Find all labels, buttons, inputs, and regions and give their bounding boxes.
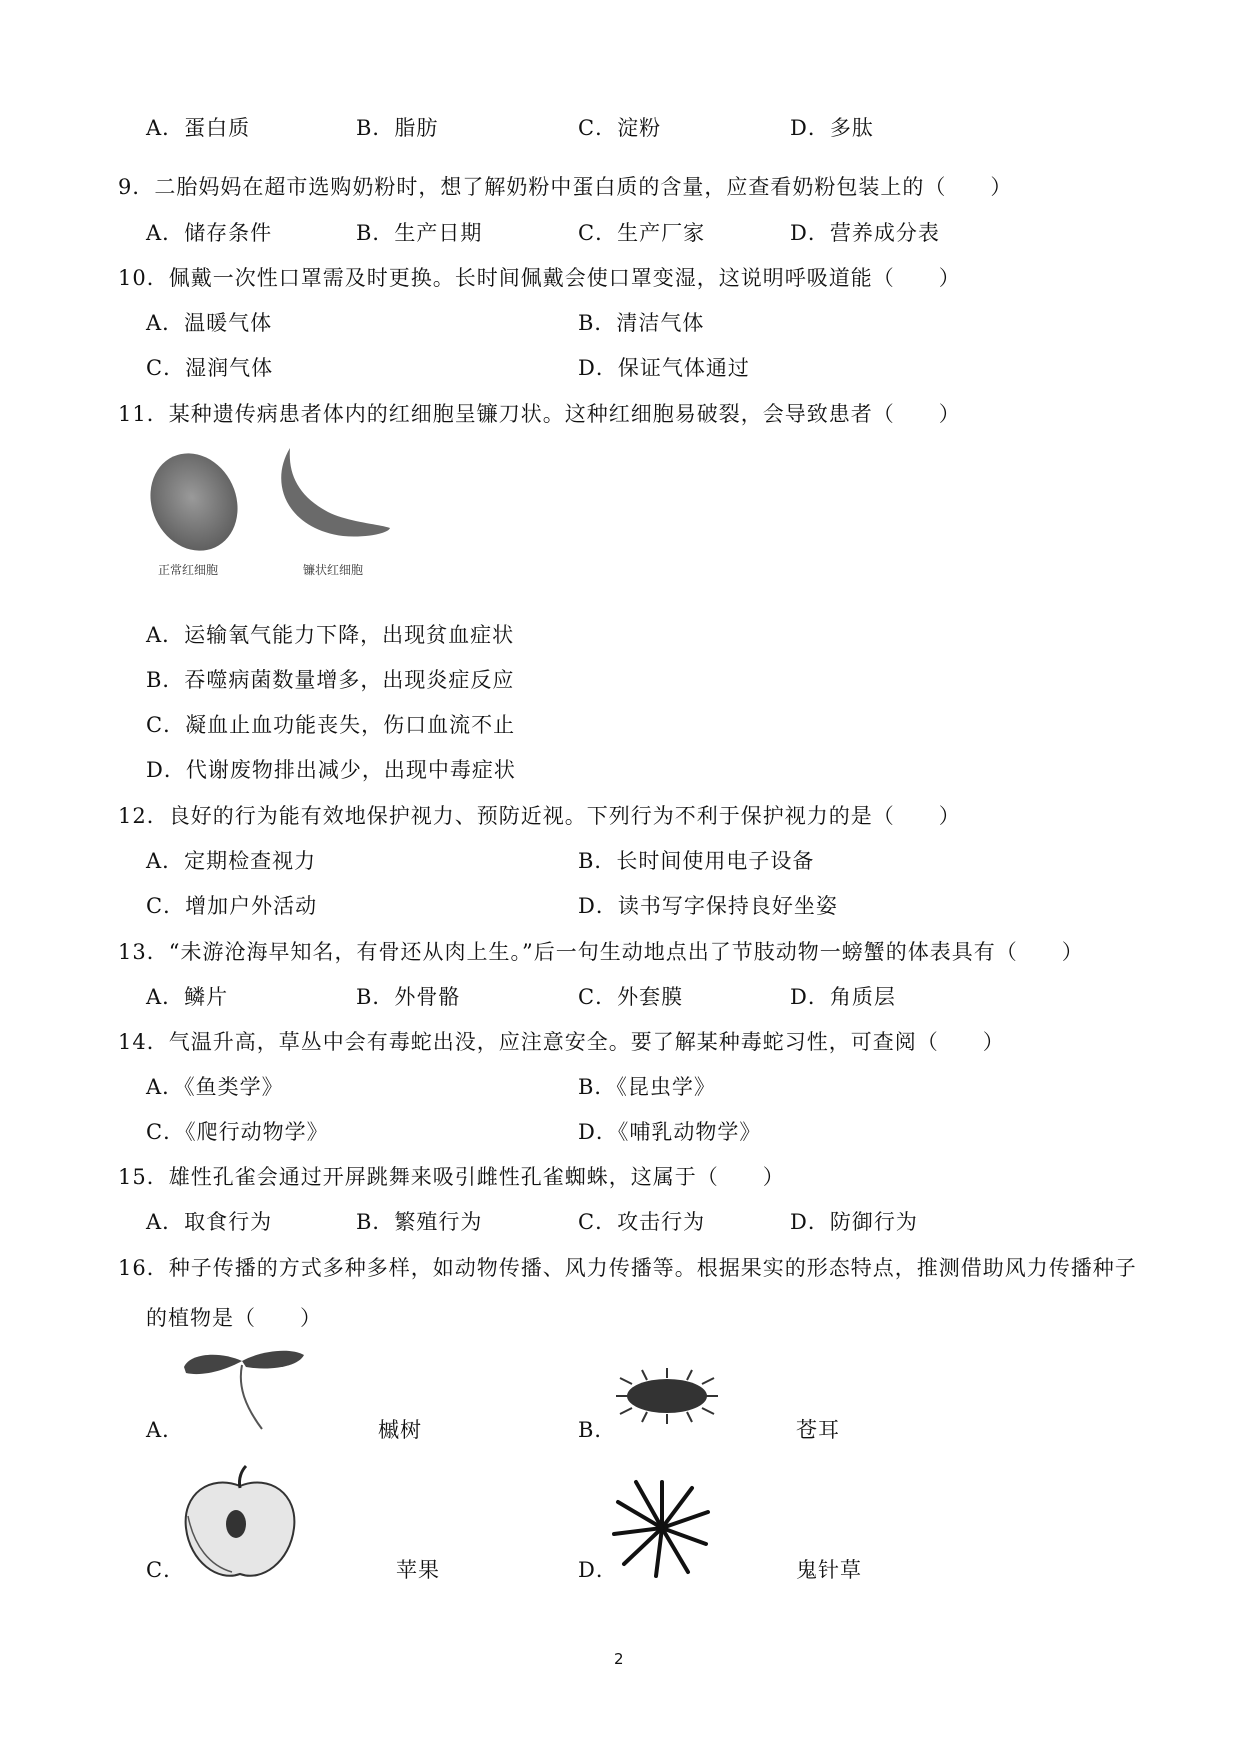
q13-stem: 13．“未游沧海早知名，有骨还从肉上生。”后一句生动地点出了节肢动物一螃蟹的体表具有（ ）: [118, 940, 1084, 964]
q9-option-b: B．生产日期: [356, 221, 483, 245]
q9-option-d: D．营养成分表: [790, 221, 940, 245]
q10-option-a: A．温暖气体: [146, 311, 273, 335]
q10-option-c: C．湿润气体: [146, 356, 274, 380]
q10-option-d: D．保证气体通过: [578, 356, 750, 380]
q11-stem: 11．某种遗传病患者体内的红细胞呈镰刀状。这种红细胞易破裂，会导致患者（ ）: [118, 402, 961, 426]
sickle-cell-shape: [281, 448, 390, 537]
q16-option-a-name: 槭树: [378, 1418, 422, 1442]
q15-option-a: A．取食行为: [146, 1210, 273, 1234]
q16-option-c-name: 苹果: [396, 1558, 440, 1582]
q14-option-a: A．《鱼类学》: [146, 1075, 284, 1099]
q16-stem-line2: 的植物是（ ）: [146, 1306, 322, 1330]
q9-option-a: A．储存条件: [146, 221, 273, 245]
q8-option-b: B．脂肪: [356, 116, 439, 140]
q11-option-d: D．代谢废物排出减少，出现中毒症状: [146, 758, 516, 782]
q16-option-d-name: 鬼针草: [796, 1558, 862, 1582]
q16-option-b-letter: B．: [578, 1418, 617, 1442]
q9-stem: 9．二胎妈妈在超市选购奶粉时，想了解奶粉中蛋白质的含量，应查看奶粉包装上的（ ）: [118, 175, 1013, 199]
q13-option-d: D．角质层: [790, 985, 896, 1009]
q16-stem-line1: 16．种子传播的方式多种多样，如动物传播、风力传播等。根据果实的形态特点，推测借助风力传播种子: [118, 1256, 1137, 1280]
q8-option-a: A．蛋白质: [146, 116, 251, 140]
q10-stem: 10．佩戴一次性口罩需及时更换。长时间佩戴会使口罩变湿，这说明呼吸道能（ ）: [118, 266, 961, 290]
q16-option-a-letter: A．: [146, 1418, 185, 1442]
q16-option-d-letter: D．: [578, 1558, 618, 1582]
q15-option-c: C．攻击行为: [578, 1210, 706, 1234]
q12-option-b: B．长时间使用电子设备: [578, 849, 815, 873]
q15-option-b: B．繁殖行为: [356, 1210, 483, 1234]
q15-stem: 15．雄性孔雀会通过开屏跳舞来吸引雌性孔雀蜘蛛，这属于（ ）: [118, 1165, 785, 1189]
cocklebur-image: [612, 1366, 722, 1426]
normal-cell-shape: [135, 439, 253, 565]
q11-option-b: B．吞噬病菌数量增多，出现炎症反应: [146, 668, 515, 692]
bidens-seed-image: [612, 1478, 712, 1578]
page-number: 2: [614, 1650, 624, 1668]
q14-option-d: D．《哺乳动物学》: [578, 1120, 762, 1144]
q12-option-c: C．增加户外活动: [146, 894, 318, 918]
q13-option-b: B．外骨骼: [356, 985, 461, 1009]
q14-option-b: B．《昆虫学》: [578, 1075, 716, 1099]
q13-option-a: A．鳞片: [146, 985, 229, 1009]
q12-option-a: A．定期检查视力: [146, 849, 317, 873]
q12-stem: 12．良好的行为能有效地保护视力、预防近视。下列行为不利于保护视力的是（ ）: [118, 804, 961, 828]
q11-option-a: A．运输氧气能力下降，出现贫血症状: [146, 623, 515, 647]
sickle-cell-caption: 镰状红细胞: [303, 563, 364, 577]
q15-option-d: D．防御行为: [790, 1210, 918, 1234]
q14-option-c: C．《爬行动物学》: [146, 1120, 329, 1144]
q8-option-c: C．淀粉: [578, 116, 662, 140]
maple-seed-image: [180, 1345, 310, 1435]
q10-option-b: B．清洁气体: [578, 311, 705, 335]
q11-option-c: C．凝血止血功能丧失，伤口血流不止: [146, 713, 516, 737]
q16-option-c-letter: C．: [146, 1558, 186, 1582]
q16-option-b-name: 苍耳: [796, 1418, 840, 1442]
normal-cell-caption: 正常红细胞: [158, 563, 219, 577]
q9-option-c: C．生产厂家: [578, 221, 706, 245]
q8-option-d: D．多肽: [790, 116, 874, 140]
q12-option-d: D．读书写字保持良好坐姿: [578, 894, 838, 918]
q13-option-c: C．外套膜: [578, 985, 684, 1009]
apple-image: [180, 1466, 300, 1586]
q14-stem: 14．气温升高，草丛中会有毒蛇出没，应注意安全。要了解某种毒蛇习性，可查阅（ ）: [118, 1030, 1005, 1054]
